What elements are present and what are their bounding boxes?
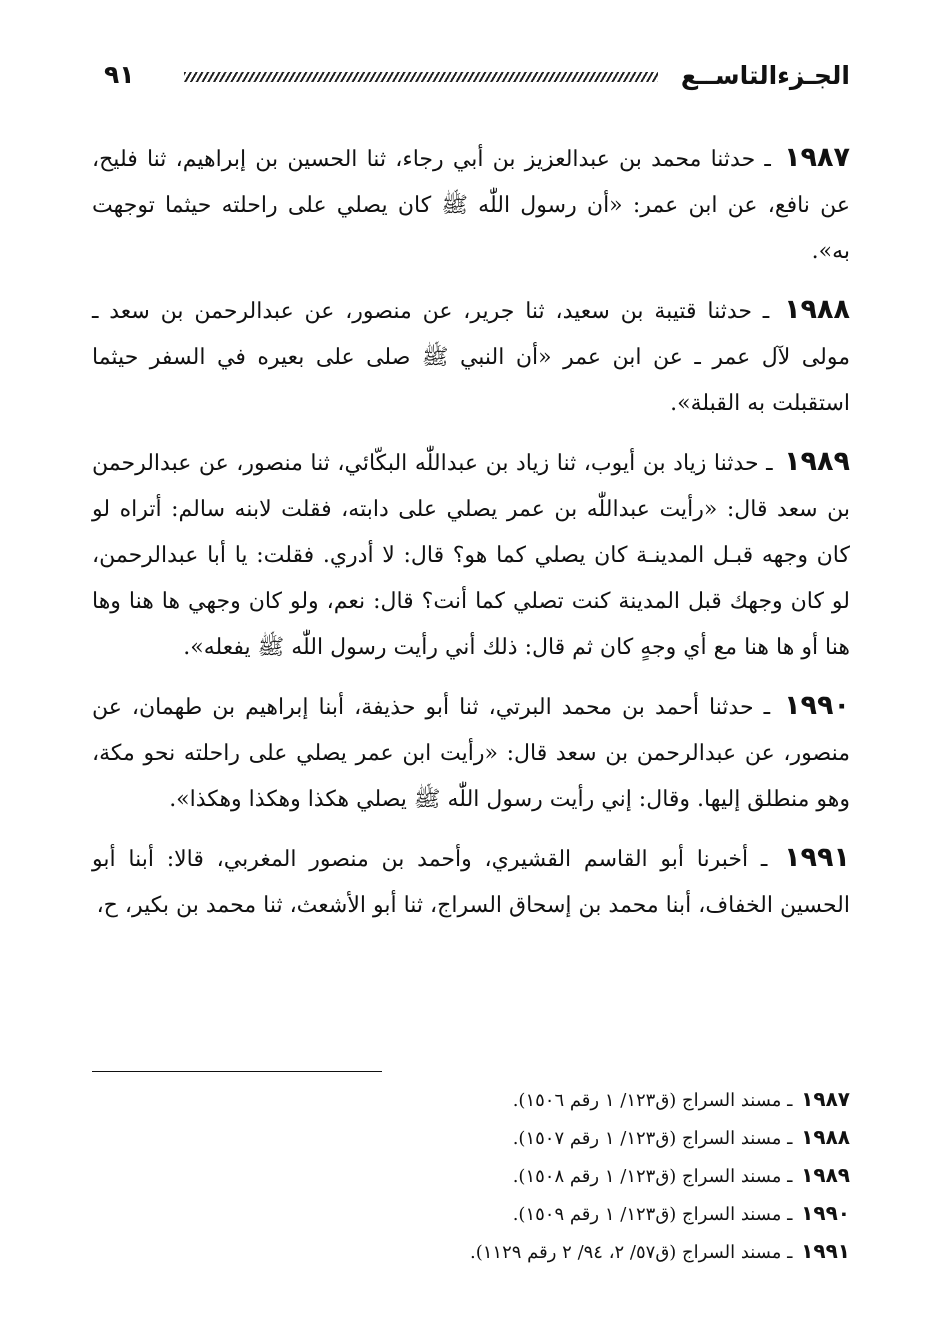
- footnote-number: ١٩٩١: [801, 1239, 850, 1263]
- page-header: [92, 55, 850, 99]
- footnote-item: [92, 1081, 850, 1119]
- hadith-text: ـ حدثنا محمد بن عبدالعزيز بن أبي رجاء، ثنا الحسين بن إبراهيم، ثنا فليح، عن نافع، عن ابن عمر: «أن رسول اللّٰه ﷺ كان يصلي على راحلته حيثما توجهت به».: [92, 147, 850, 264]
- hadith-text: ـ حدثنا أحمد بن محمد البرتي، ثنا أبو حذيفة، أبنا إبراهيم بن طهمان، عن منصور، عن عبدالرحمن بن سعد قال: «رأيت ابن عمر يصلي على راحلته نحو مكة، وهو منطلق إليها. وقال: إني رأيت رسول اللّٰه ﷺ يصلي هكذا وهكذا وهكذا».: [92, 695, 850, 812]
- running-title: الجـزءالتاســع: [680, 61, 850, 90]
- footnotes: [92, 1081, 850, 1271]
- footnote-item: [92, 1119, 850, 1157]
- page-number: ٩١: [104, 60, 135, 89]
- hadith-text: ـ حدثنا زياد بن أيوب، ثنا زياد بن عبداللّٰه البكّائي، ثنا منصور، عن عبدالرحمن بن سعد قال: «رأيت عبداللّٰه بن عمر يصلي على دابته، فقلت لابنه سالم: أتراه لو كان وجهه قبـل المدينـة كان يصلي كما هو؟ قال: لا أدري. فقلت: يا أبا عبدالرحمن، لو كان وجهك قبل المدينة كنت تصلي كما أنت؟ قال: نعم، ولو كان وجهي ها هنا وها هنا أو ها هنا مع أي وجهٍ كان ثم قال: ذلك أني رأيت رسول اللّٰه ﷺ يفعله».: [92, 451, 850, 660]
- footnote-number: ١٩٩٠: [801, 1201, 850, 1225]
- footnote-separator: [92, 1071, 382, 1072]
- footnote-number: ١٩٨٨: [801, 1125, 850, 1149]
- hadith-number: ١٩٩١: [784, 842, 850, 873]
- footnote-text: ـ مسند السراج (ق١٢٣/ ١ رقم ١٥٠٧).: [512, 1128, 793, 1149]
- footnote-number: ١٩٨٧: [801, 1087, 850, 1111]
- hadith-number: ١٩٨٨: [784, 294, 850, 325]
- footnote-text: ـ مسند السراج (ق٥٧/ ٢، ٩٤/ ٢ رقم ١١٢٩).: [470, 1242, 793, 1263]
- footnote-item: [92, 1157, 850, 1195]
- footnote-text: ـ مسند السراج (ق١٢٣/ ١ رقم ١٥٠٩).: [512, 1204, 793, 1225]
- hadith-text: ـ حدثنا قتيبة بن سعيد، ثنا جرير، عن منصور، عن عبدالرحمن بن سعد ـ مولى لآل عمر ـ عن ابن عمر «أن النبي ﷺ صلى على بعيره في السفر حيثما استقبلت به القبلة».: [92, 299, 850, 416]
- hadith-1991: [92, 835, 850, 929]
- hadith-1987: [92, 135, 850, 275]
- hadith-number: ١٩٨٩: [784, 446, 850, 477]
- footnote-number: ١٩٨٩: [801, 1163, 850, 1187]
- footnote-text: ـ مسند السراج (ق١٢٣/ ١ رقم ١٥٠٨).: [512, 1166, 793, 1187]
- hadith-1989: [92, 439, 850, 671]
- main-text: [92, 135, 850, 941]
- book-page: [92, 55, 850, 1295]
- footnote-item: [92, 1195, 850, 1233]
- hadith-number: ١٩٨٧: [784, 142, 850, 173]
- hadith-1988: [92, 287, 850, 427]
- hadith-number: ١٩٩٠: [784, 690, 850, 721]
- header-ornament-rule: [184, 72, 658, 82]
- hadith-1990: [92, 683, 850, 823]
- hadith-text: ـ أخبرنا أبو القاسم القشيري، وأحمد بن منصور المغربي، قالا: أبنا أبو الحسين الخفاف، أبنا محمد بن إسحاق السراج، ثنا أبو الأشعث، ثنا محمد بن بكير، ح،: [92, 847, 850, 918]
- footnote-text: ـ مسند السراج (ق١٢٣/ ١ رقم ١٥٠٦).: [512, 1090, 793, 1111]
- footnote-item: [92, 1233, 850, 1271]
